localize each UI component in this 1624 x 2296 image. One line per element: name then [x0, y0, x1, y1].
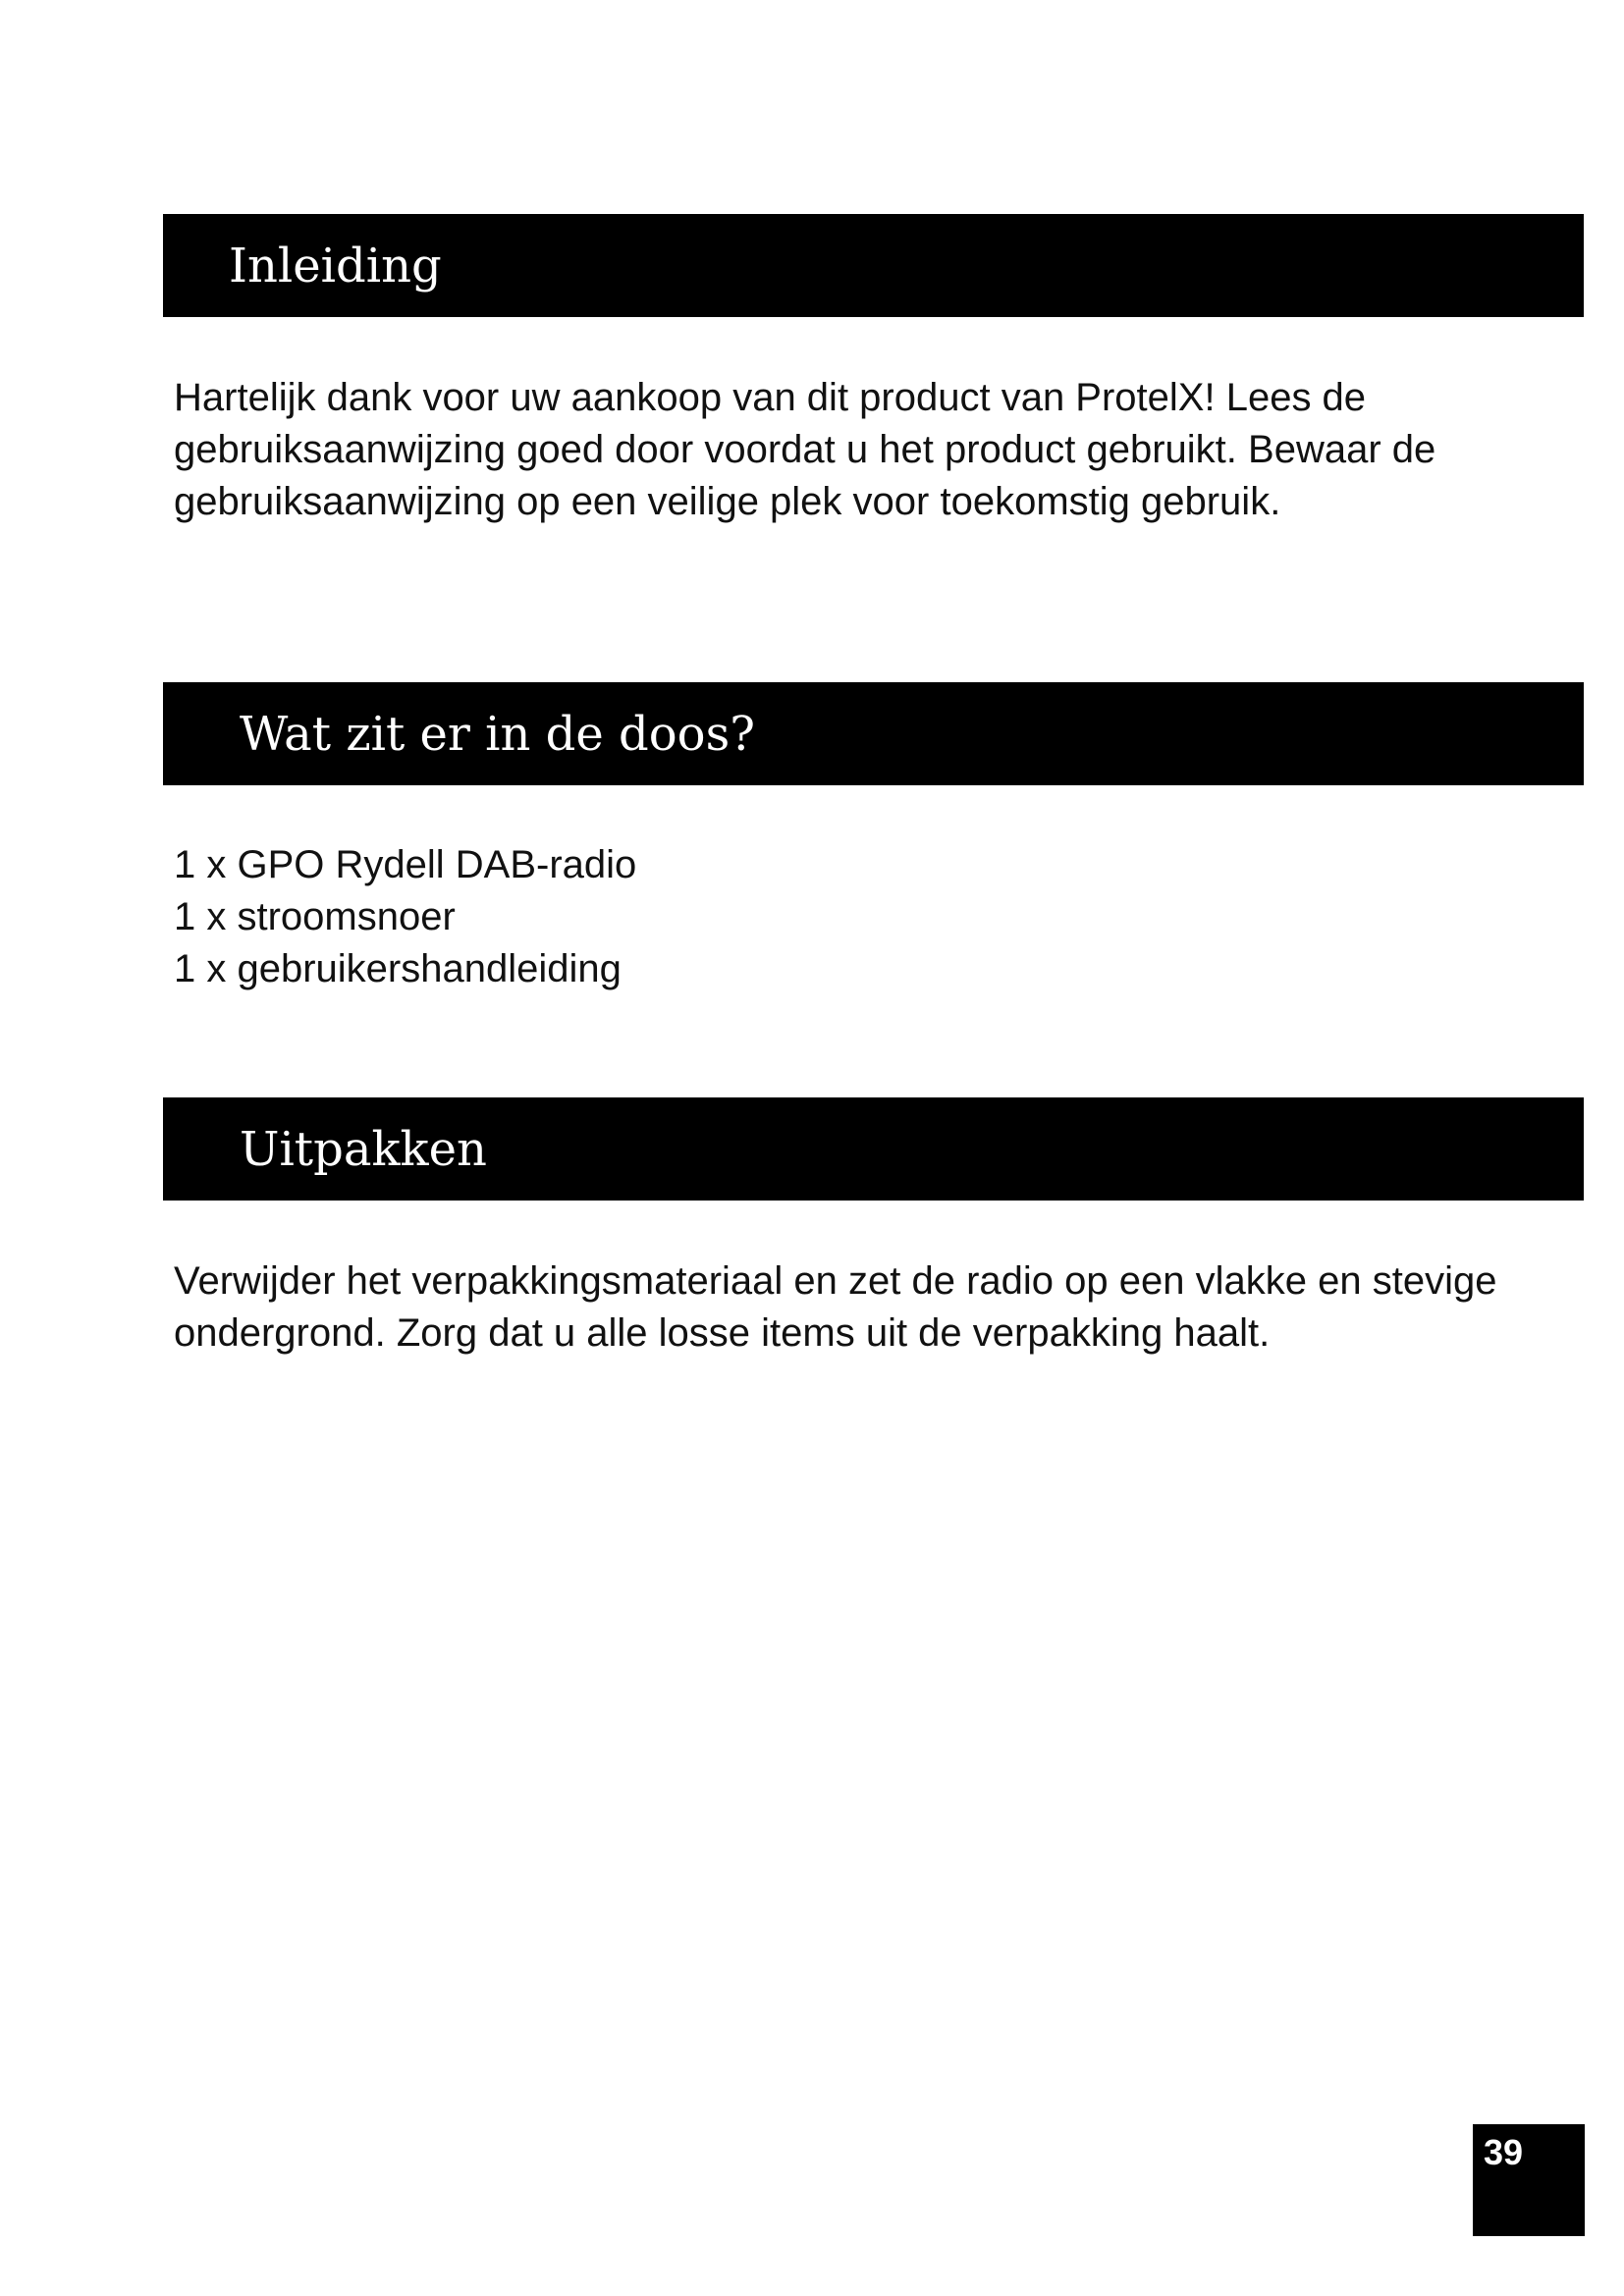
section-title: Inleiding [229, 238, 442, 294]
section-header-box-contents [163, 682, 1584, 785]
box-contents-list [174, 839, 1529, 995]
list-item: 1 x gebruikershandleiding [174, 947, 622, 990]
section-header-inleiding [163, 214, 1584, 317]
list-item: 1 x stroomsnoer [174, 895, 456, 938]
intro-paragraph: Hartelijk dank voor uw aankoop van dit product van ProtelX! Lees de gebruiksaanwijzing goed door voordat u het product gebruikt. Bewaar de gebruiksaanwijzing op een veilige plek voor toekomstig gebruik. [174, 376, 1436, 523]
box-contents-list-block [174, 839, 1529, 995]
unpacking-paragraph-block [174, 1255, 1529, 1360]
page-number-box [1473, 2124, 1585, 2236]
section-title: Uitpakken [240, 1121, 487, 1177]
list-item: 1 x GPO Rydell DAB-radio [174, 843, 637, 886]
intro-paragraph-block [174, 372, 1529, 528]
section-title: Wat zit er in de doos? [240, 706, 755, 762]
page-number: 39 [1484, 2132, 1524, 2172]
section-header-uitpakken [163, 1097, 1584, 1201]
unpacking-paragraph: Verwijder het verpakkingsmateriaal en zet de radio op een vlakke en stevige ondergrond. Zorg dat u alle losse items uit de verpakking haalt. [174, 1259, 1497, 1355]
